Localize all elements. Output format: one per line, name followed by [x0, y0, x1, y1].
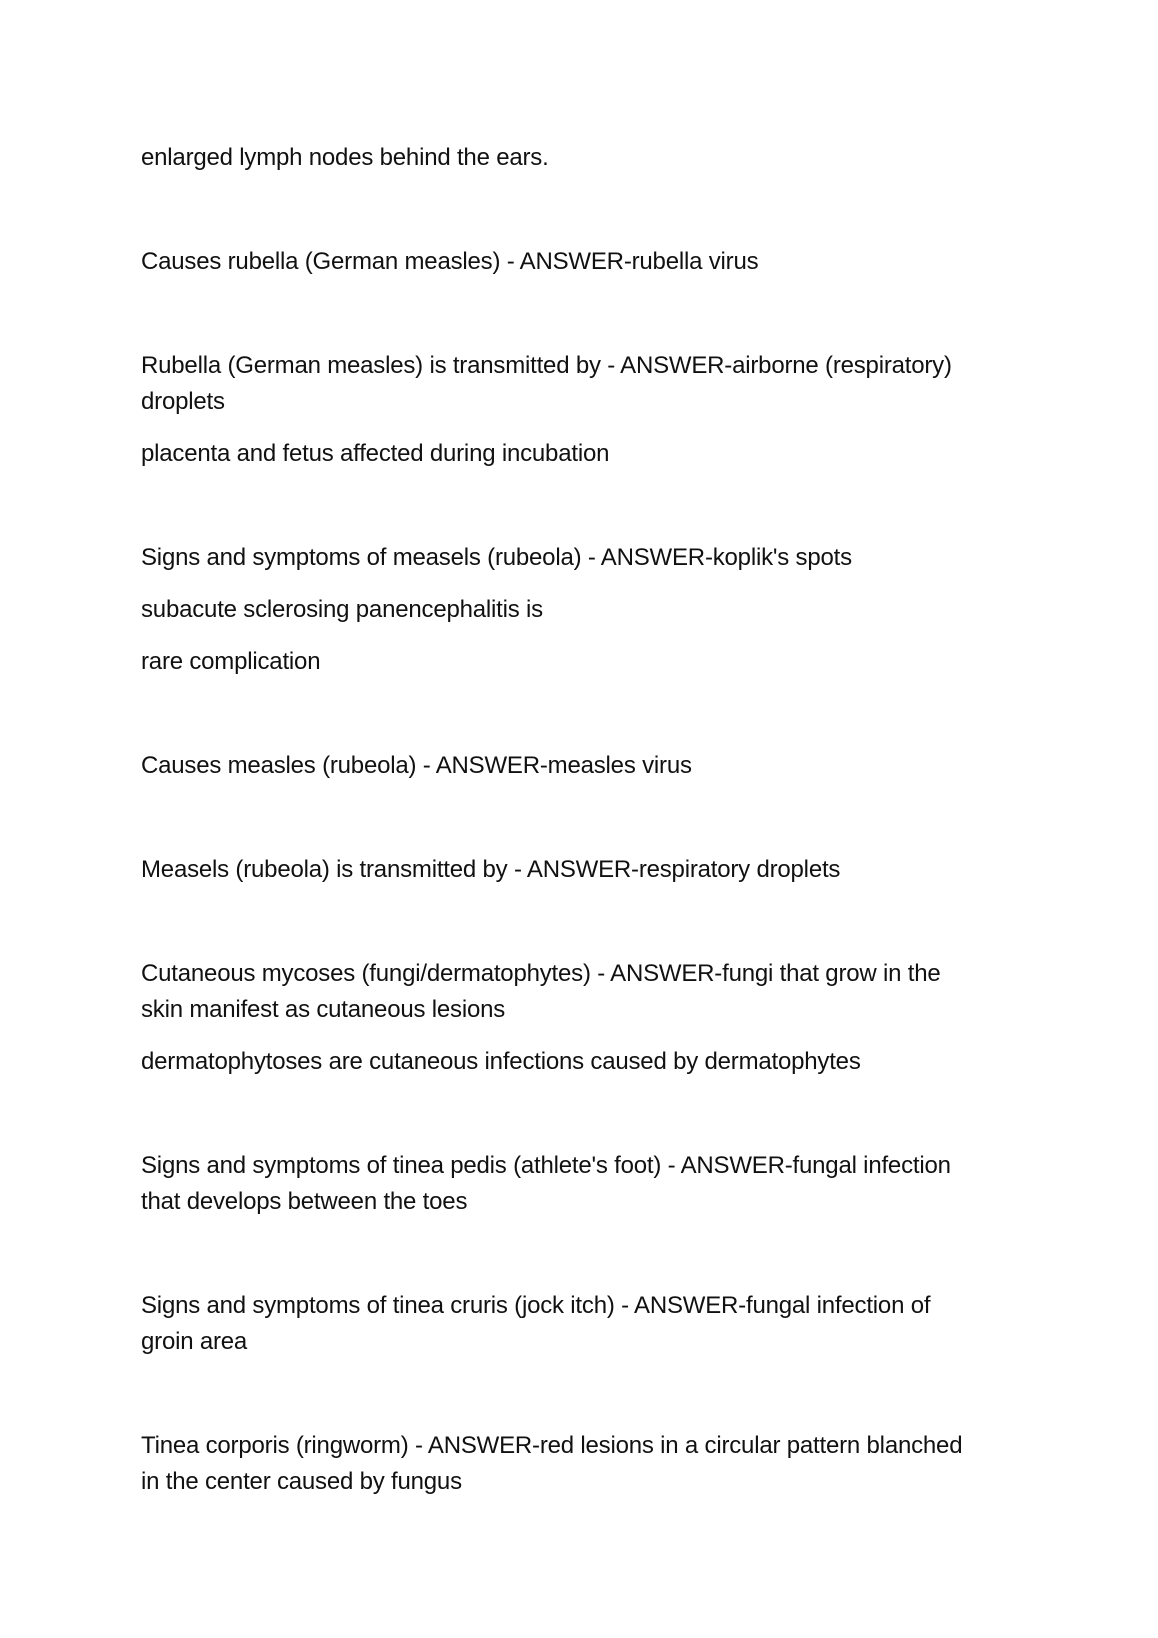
text-line: in the center caused by fungus [141, 1468, 462, 1495]
text-line: Causes measles (rubeola) - ANSWER-measles virus [141, 752, 692, 779]
text-line: skin manifest as cutaneous lesions [141, 996, 506, 1023]
text-line: Signs and symptoms of tinea pedis (athlete's foot) - ANSWER-fungal infection [141, 1152, 951, 1179]
text-line: Signs and symptoms of measels (rubeola) - ANSWER-koplik's spots [141, 544, 852, 571]
text-line: rare complication [141, 648, 321, 675]
text-line: droplets [141, 388, 225, 415]
text-line: dermatophytoses are cutaneous infections caused by dermatophytes [141, 1048, 861, 1075]
text-line: Measels (rubeola) is transmitted by - ANSWER-respiratory droplets [141, 856, 841, 883]
text-line: that develops between the toes [141, 1188, 468, 1215]
text-line: Rubella (German measles) is transmitted by - ANSWER-airborne (respiratory) [141, 352, 952, 379]
text-line: enlarged lymph nodes behind the ears. [141, 144, 549, 171]
text-line: subacute sclerosing panencephalitis is [141, 596, 543, 623]
text-line: Causes rubella (German measles) - ANSWER-rubella virus [141, 248, 759, 275]
text-line: groin area [141, 1328, 248, 1355]
text-line: Cutaneous mycoses (fungi/dermatophytes) - ANSWER-fungi that grow in the [141, 960, 941, 987]
text-line: Signs and symptoms of tinea cruris (jock itch) - ANSWER-fungal infection of [141, 1292, 931, 1319]
text-line: placenta and fetus affected during incubation [141, 440, 610, 467]
text-line: Tinea corporis (ringworm) - ANSWER-red lesions in a circular pattern blanched [141, 1432, 963, 1459]
